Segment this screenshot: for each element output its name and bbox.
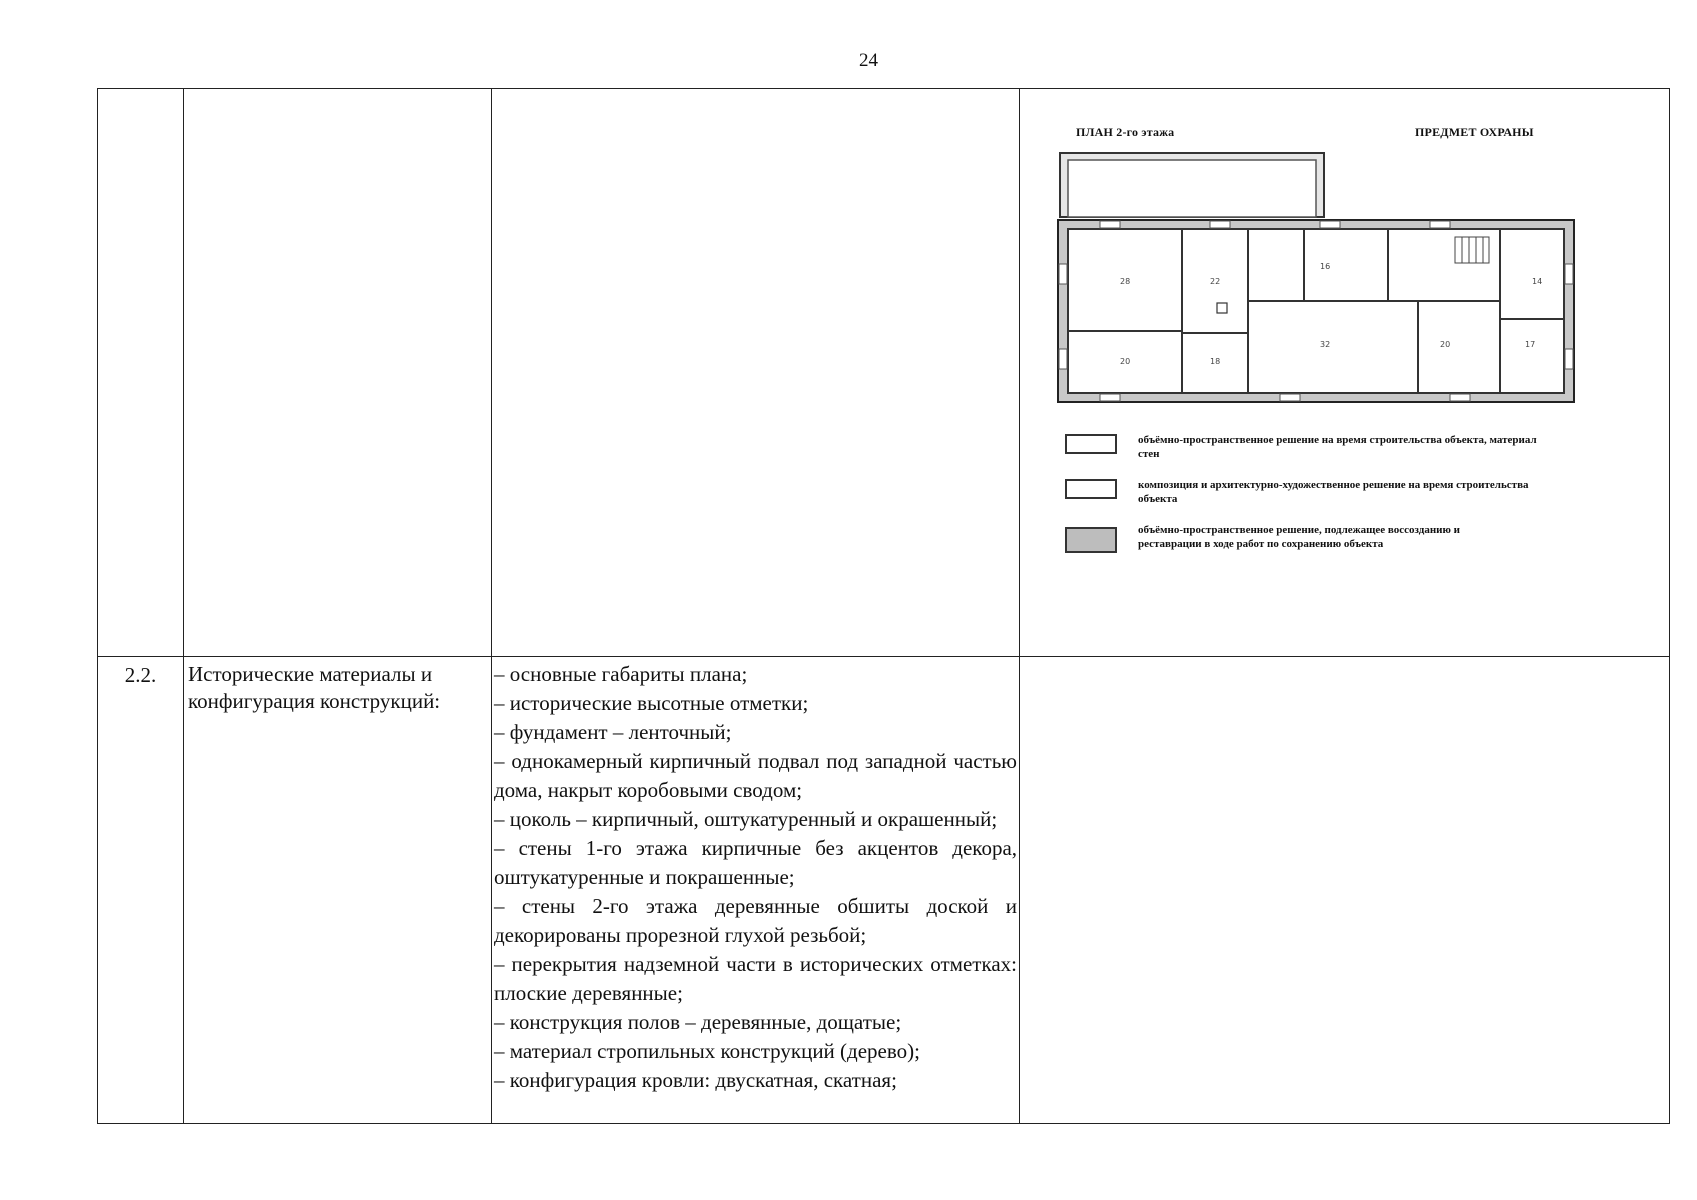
floor-plan-figure <box>1020 89 1670 656</box>
legend-text: объёмно-пространственное решение, подлежащее воссозданию и реставрации в ходе работ по сохранению объекта <box>1138 524 1460 550</box>
svg-text:20: 20 <box>1440 340 1451 349</box>
list-item: – материал стропильных конструкций (дерево); <box>494 1037 1017 1066</box>
list-item: – цоколь – кирпичный, оштукатуренный и окрашенный; <box>494 805 1017 834</box>
svg-text:32: 32 <box>1320 340 1331 349</box>
legend-text: композиция и архитектурно-художественное решение на время строительства объекта <box>1138 479 1529 505</box>
page-number: 24 <box>859 50 878 71</box>
table-row <box>98 657 1670 1124</box>
row-number: 2.2. <box>98 657 184 1124</box>
table-row <box>98 89 1670 657</box>
list-item: – стены 2-го этажа деревянные обшиты доской и декорированы прорезной глухой резьбой; <box>494 892 1017 950</box>
floor-plan-drawing <box>1020 89 1670 419</box>
svg-text:17: 17 <box>1525 340 1536 349</box>
row-title: Исторические материалы и конфигурация конструкций: <box>184 657 492 1124</box>
list-item: – конструкция полов – деревянные, дощатые; <box>494 1008 1017 1037</box>
list-item: – конфигурация кровли: двускатная, скатная; <box>494 1066 1017 1095</box>
list-item: – перекрытия надземной части в исторических отметках: плоские деревянные; <box>494 950 1017 1008</box>
legend-swatch-filled <box>1065 527 1117 553</box>
svg-text:18: 18 <box>1210 357 1221 366</box>
list-item: – однокамерный кирпичный подвал под западной частью дома, накрыт коробовыми сводом; <box>494 747 1017 805</box>
list-item: – стены 1-го этажа кирпичные без акцентов декора, оштукатуренные и покрашенные; <box>494 834 1017 892</box>
row-content <box>492 657 1020 1124</box>
list-item: – фундамент – ленточный; <box>494 718 1017 747</box>
cell-content-empty <box>492 89 1020 657</box>
svg-text:16: 16 <box>1320 262 1331 271</box>
cell-number-empty <box>98 89 184 657</box>
legend-swatch-outline <box>1065 479 1117 499</box>
cell-figure <box>1020 89 1670 657</box>
list-item: – исторические высотные отметки; <box>494 689 1017 718</box>
svg-text:28: 28 <box>1120 277 1131 286</box>
plan-title: ПЛАН 2-го этажа <box>1076 125 1175 139</box>
svg-text:20: 20 <box>1120 357 1131 366</box>
legend-swatch-outline <box>1065 434 1117 454</box>
protection-title: ПРЕДМЕТ ОХРАНЫ <box>1415 125 1534 139</box>
legend-text: объёмно-пространственное решение на время строительства объекта, материал стен <box>1138 434 1537 460</box>
cell-title-empty <box>184 89 492 657</box>
protection-table <box>97 88 1670 1124</box>
cell-empty <box>1020 657 1670 1124</box>
materials-list <box>492 657 1019 1095</box>
list-item: – основные габариты плана; <box>494 660 1017 689</box>
svg-text:22: 22 <box>1210 277 1221 286</box>
svg-text:14: 14 <box>1532 277 1543 286</box>
